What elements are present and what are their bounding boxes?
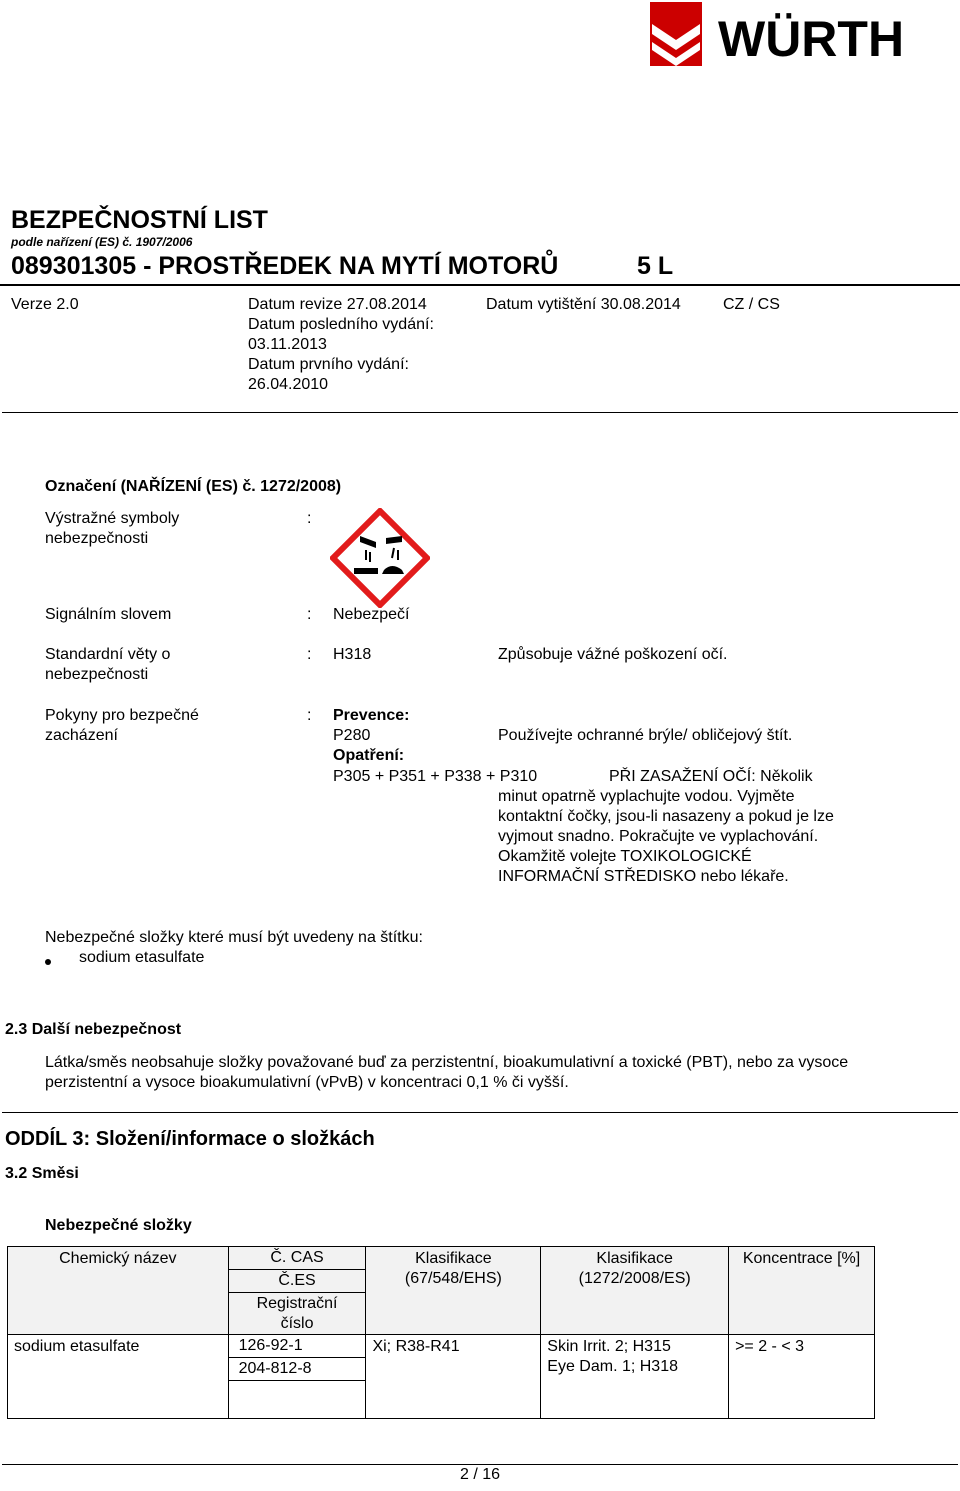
last-issue-label: Datum posledního vydání:: [248, 316, 434, 333]
header-registration: Registrační: [256, 1295, 338, 1312]
first-issue-value: 26.04.2010: [248, 376, 329, 393]
document-title: BEZPEČNOSTNÍ LIST: [11, 206, 268, 234]
pictograms-label-cont: nebezpečnosti: [45, 530, 149, 547]
classification-dsd: Xi; R38-R41: [372, 1338, 460, 1355]
p305-text-6: INFORMAČNÍ STŘEDISKO nebo lékaře.: [498, 868, 789, 885]
header-cas: Č. CAS: [229, 1247, 366, 1270]
product-name: 089301305 - PROSTŘEDEK NA MYTÍ MOTORŮ: [11, 252, 559, 280]
p305-text-5: Okamžitě volejte TOXIKOLOGICKÉ: [498, 848, 752, 865]
p305-text-1: PŘI ZASAŽENÍ OČÍ: Několik: [609, 768, 813, 785]
cell-classification-dsd: [366, 1335, 541, 1419]
ghs05-corrosion-icon: [330, 508, 430, 608]
cas-number: 126-92-1: [229, 1335, 366, 1358]
cell-classification-clp: [541, 1335, 729, 1419]
cell-identifiers: [228, 1335, 366, 1419]
revision-date: Datum revize 27.08.2014: [248, 296, 427, 313]
first-issue-label: Datum prvního vydání:: [248, 356, 409, 373]
p305-text-2: minut opatrně vyplachujte vodou. Vyjměte: [498, 788, 795, 805]
header-rule: [0, 284, 960, 286]
precaution-label: Pokyny pro bezpečné: [45, 707, 199, 724]
signal-word: Nebezpečí: [333, 606, 410, 623]
classification-clp-1: Skin Irrit. 2; H315: [547, 1338, 671, 1355]
product-size: 5 L: [637, 252, 674, 280]
p305-text-3: kontaktní čočky, jsou-li nasazeny a pokud je lze: [498, 808, 834, 825]
header-classification-dsd: [366, 1247, 541, 1335]
section-rule: [2, 1112, 958, 1113]
colon: :: [307, 606, 312, 623]
table-header-row: [8, 1247, 875, 1335]
colon: :: [307, 646, 312, 663]
ec-number: 204-812-8: [229, 1358, 366, 1381]
colon: :: [307, 707, 312, 724]
footer-rule: [2, 1464, 958, 1465]
regulation-subtitle: podle nařízení (ES) č. 1907/2006: [11, 235, 193, 249]
header-concentration: [729, 1247, 875, 1335]
labeling-heading: Označení (NAŘÍZENÍ (ES) č. 1272/2008): [45, 478, 342, 495]
hazard-statements-label-cont: nebezpečnosti: [45, 666, 149, 683]
header-classification-clp: [541, 1247, 729, 1335]
label-components-heading: Nebezpečné složky které musí být uvedeny na štítku:: [45, 929, 423, 946]
precaution-label-cont: zacházení: [45, 727, 118, 744]
other-hazards-heading: 2.3 Další nebezpečnost: [5, 1021, 182, 1038]
header-chemical-name: [8, 1247, 229, 1335]
print-date: Datum vytištění 30.08.2014: [486, 296, 681, 313]
p280-code: P280: [333, 727, 371, 744]
other-hazards-text-1: Látka/směs neobsahuje složky považované buď za perzistentní, bioakumulativní a toxické (PBT), nebo za vysoce: [45, 1054, 849, 1071]
components-table: [7, 1246, 875, 1419]
p305-text-4: vyjmout snadno. Pokračujte ve vyplachování.: [498, 828, 819, 845]
response-heading: Opatření:: [333, 747, 405, 764]
meta-rule: [2, 412, 958, 413]
other-hazards-text-2: perzistentní a vysoce bioakumulativní (vPvB) v koncentraci 0,1 % či vyšší.: [45, 1074, 569, 1091]
header-identifiers: [228, 1247, 366, 1335]
hazardous-components-heading: Nebezpečné složky: [45, 1217, 192, 1234]
p305-code: P305 + P351 + P338 + P310: [333, 768, 538, 785]
version: Verze 2.0: [11, 296, 79, 313]
colon: :: [307, 510, 312, 527]
label-component-item: sodium etasulfate: [79, 949, 205, 966]
header-ec: Č.ES: [229, 1270, 366, 1293]
last-issue-value: 03.11.2013: [248, 336, 327, 353]
hazard-statements-label: Standardní věty o: [45, 646, 171, 663]
bullet-icon: [45, 959, 51, 965]
header-clp-2: (1272/2008/ES): [578, 1270, 691, 1287]
table-row: [8, 1335, 875, 1419]
page-number: 2 / 16: [459, 1466, 501, 1483]
cell-chemical-name: [8, 1335, 229, 1419]
hazard-code: H318: [333, 646, 372, 663]
header-concentration-text: Koncentrace [%]: [742, 1250, 861, 1267]
wurth-logo: [648, 0, 960, 70]
chemical-name: sodium etasulfate: [14, 1338, 140, 1355]
p280-text: Používejte ochranné brýle/ obličejový štít.: [498, 727, 793, 744]
classification-clp-2: Eye Dam. 1; H318: [547, 1358, 678, 1375]
header-dsd-1: Klasifikace: [415, 1250, 492, 1267]
header-clp-1: Klasifikace: [596, 1250, 673, 1267]
brand-wordmark: WÜRTH: [718, 11, 905, 67]
cell-concentration: [729, 1335, 875, 1419]
locale: CZ / CS: [723, 296, 780, 313]
concentration: >= 2 - < 3: [735, 1338, 805, 1355]
signal-word-label: Signálním slovem: [45, 606, 172, 623]
header-chemical-name-text: Chemický název: [59, 1250, 177, 1267]
pictograms-label: Výstražné symboly: [45, 510, 180, 527]
mixtures-heading: 3.2 Směsi: [5, 1165, 79, 1182]
header-dsd-2: (67/548/EHS): [404, 1270, 502, 1287]
hazard-text: Způsobuje vážné poškození očí.: [498, 646, 728, 663]
section-3-title: ODDÍL 3: Složení/informace o složkách: [5, 1128, 375, 1150]
prevention-heading: Prevence:: [333, 707, 410, 724]
header-registration-cont: číslo: [280, 1315, 314, 1332]
